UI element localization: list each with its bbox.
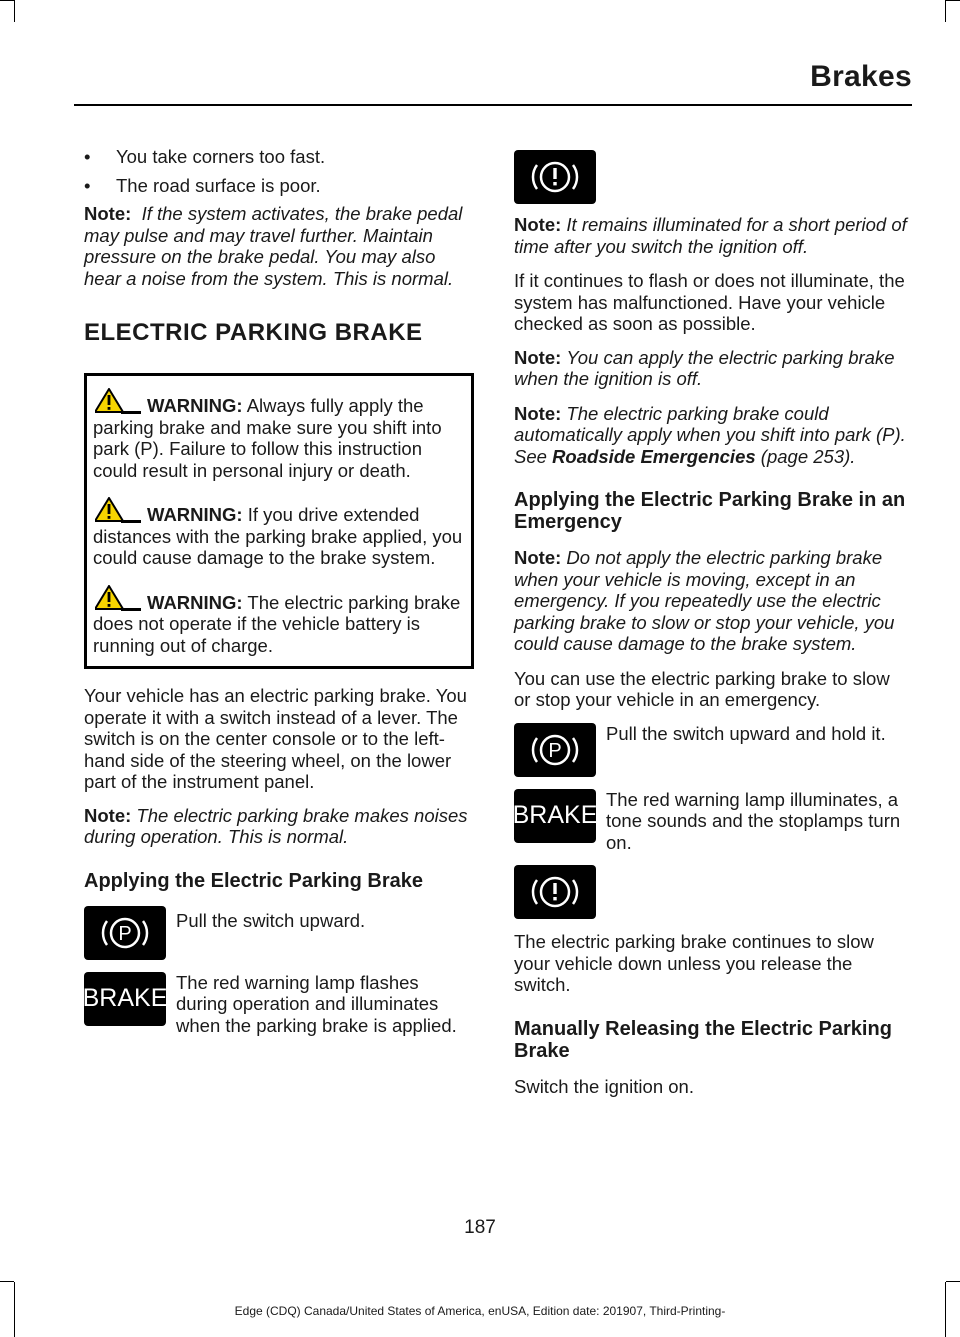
warning-triangle-icon [95,497,141,523]
warning-triangle-icon [95,585,141,611]
brake-warning-icon [514,865,596,919]
warning: WARNING: Always fully apply the parking brake and make sure you shift into park (P). Failure to follow this instruction could result in personal injury or death. [93,388,467,481]
note: Note: You can apply the electric parking brake when the ignition is off. [514,346,895,389]
paragraph: The electric parking brake continues to slow your vehicle down unless you release the switch. [514,931,874,995]
cross-reference-link[interactable]: Roadside Emergencies [552,445,756,467]
page-number: 187 [464,1217,496,1238]
brake-warning-icon [514,150,596,204]
svg-text:P: P [118,922,132,945]
note: Note: If the system activates, the brake pedal may pulse and may travel further. Maintain pressure on the brake pedal. You may also hear a noise from the system. This is normal. [84,203,463,289]
warning: WARNING: The electric parking brake does not operate if the vehicle battery is running out of charge. [93,585,467,657]
note: Note: Do not apply the electric parking brake when your vehicle is moving, except in an emergency. If you repeatedly use the electric parking brake to slow or stop your vehicle, you could cause damage to the brake system. [514,547,895,654]
paragraph: Your vehicle has an electric parking brake. You operate it with a switch instead of a lever. The switch is on the center console or to the left-hand side of the steering wheel, on the lower part of the instrument panel. [84,685,467,792]
svg-text:P: P [548,739,562,762]
warning-box [84,373,474,669]
step: P Pull the switch upward. [84,906,474,960]
crop-mark [946,0,960,1]
paragraph: You can use the electric parking brake to slow or stop your vehicle in an emergency. [514,667,890,710]
crop-mark [0,0,14,1]
step: P Pull the switch upward and hold it. [514,723,910,777]
warning: WARNING: If you drive extended distances with the parking brake applied, you could cause damage to the brake system. [93,497,467,569]
brake-lamp-icon: BRAKE [84,972,166,1026]
header-divider [74,104,912,106]
note: Note: The electric parking brake makes noises during operation. This is normal. [84,804,468,847]
subsection-heading: Applying the Electric Parking Brake in an Emergency [514,489,906,533]
warning-triangle-icon [95,388,141,414]
paragraph: If it continues to flash or does not illuminate, the system has malfunctioned. Have your vehicle checked as soon as possible. [514,270,905,334]
parking-switch-icon [514,723,596,777]
list-item: • The road surface is poor. [84,174,321,196]
subsection-heading: Manually Releasing the Electric Parking Brake [514,1017,892,1062]
note: Note: It remains illuminated for a short period of time after you switch the ignition off. [514,214,907,257]
right-column [514,150,910,1109]
paragraph: Switch the ignition on. [514,1075,694,1097]
crop-mark [945,0,946,22]
note: Note: The electric parking brake could automatically apply when you shift into park (P). See Roadside Emergencies (page 253). [514,402,906,467]
section-heading: ELECTRIC PARKING BRAKE [84,319,423,346]
footer-edition: Edge (CDQ) Canada/United States of America, enUSA, Edition date: 201907, Third-Printing- [234,1304,726,1318]
step: BRAKE The red warning lamp illuminates, a tone sounds and the stoplamps turn on. [512,788,901,853]
brake-lamp-icon: BRAKE [514,789,596,843]
page-title: Brakes [810,60,912,93]
crop-mark [946,1281,960,1282]
list-item: • You take corners too fast. [84,146,326,167]
subsection-heading: Applying the Electric Parking Brake [84,869,423,892]
parking-switch-icon [84,906,166,960]
step: BRAKE The red warning lamp flashes during operation and illuminates when the parking brake is applied. [82,971,457,1036]
crop-mark [0,1281,14,1282]
left-column [84,146,474,1048]
crop-mark [14,0,15,22]
